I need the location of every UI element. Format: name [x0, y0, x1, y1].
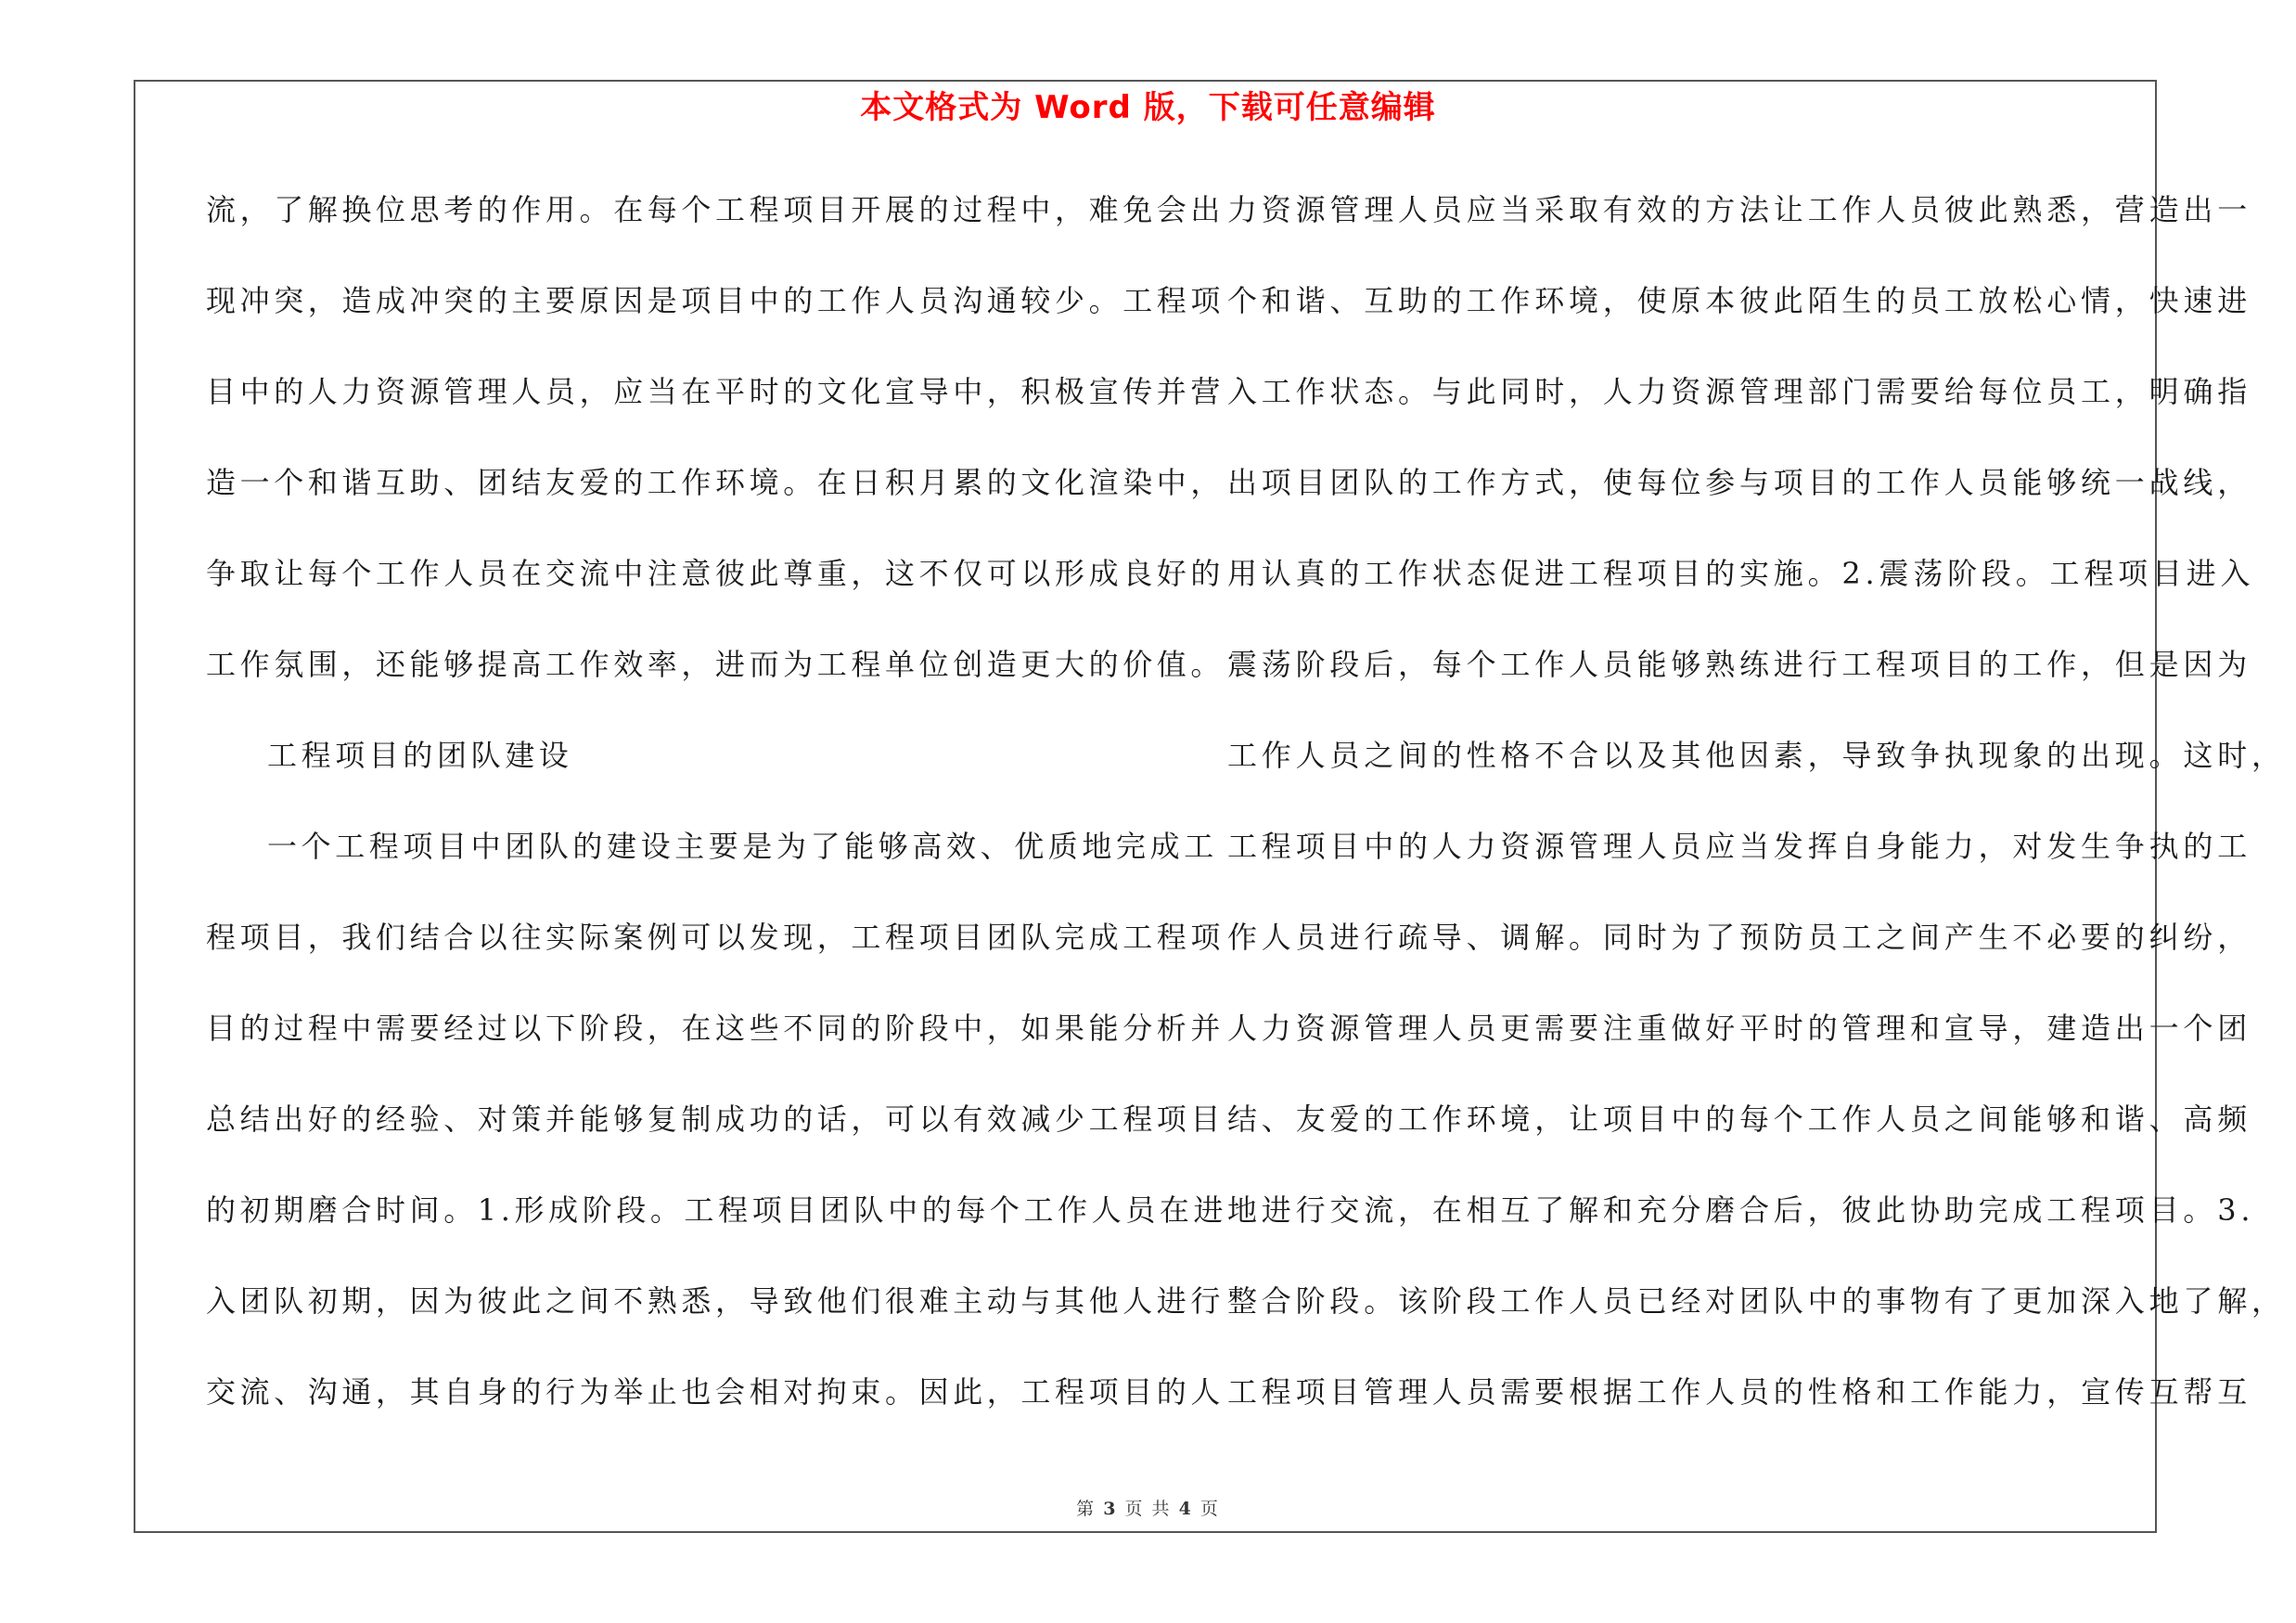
text-line: 用认真的工作状态促进工程项目的实施。2.震荡阶段。工程项目进入 [1227, 556, 2255, 591]
text-line: 出项目团队的工作方式，使每位参与项目的工作人员能够统一战线， [1227, 465, 2252, 500]
text-line: 交流、沟通，其自身的行为举止也会相对拘束。因此，工程项目的人 [206, 1374, 1225, 1410]
text-line: 工程项目管理人员需要根据工作人员的性格和工作能力，宣传互帮互 [1227, 1374, 2252, 1410]
text-line: 工作氛围，还能够提高工作效率，进而为工程单位创造更大的价值。 [206, 647, 1225, 682]
page-number-footer [0, 1495, 2296, 1520]
text-line: 力资源管理人员应当采取有效的方法让工作人员彼此熟悉，营造出一 [1227, 192, 2252, 227]
text-line: 工作人员之间的性格不合以及其他因素，导致争执现象的出现。这时， [1227, 738, 2286, 773]
text-line: 作人员进行疏导、调解。同时为了预防员工之间产生不必要的纠纷， [1227, 920, 2252, 955]
total-page-count: 4 [1178, 1499, 1193, 1519]
text-line: 结、友爱的工作环境，让项目中的每个工作人员之间能够和谐、高频 [1227, 1101, 2252, 1137]
text-line: 人力资源管理人员更需要注重做好平时的管理和宣导，建造出一个团 [1227, 1011, 2252, 1046]
text-line: 震荡阶段后，每个工作人员能够熟练进行工程项目的工作，但是因为 [1227, 647, 2252, 682]
text-line: 争取让每个工作人员在交流中注意彼此尊重，这不仅可以形成良好的 [206, 556, 1225, 591]
text-line: 程项目，我们结合以往实际案例可以发现，工程项目团队完成工程项 [206, 920, 1225, 955]
text-line: 造一个和谐互助、团结友爱的工作环境。在日积月累的文化渲染中， [206, 465, 1225, 500]
text-line: 目中的人力资源管理人员，应当在平时的文化宣导中，积极宣传并营 [206, 374, 1225, 409]
text-line: 总结出好的经验、对策并能够复制成功的话，可以有效减少工程项目 [206, 1101, 1225, 1137]
footer-suffix: 页 [1199, 1499, 1220, 1519]
text-line: 的初期磨合时间。1.形成阶段。工程项目团队中的每个工作人员在进 [206, 1192, 1228, 1228]
text-line: 流，了解换位思考的作用。在每个工程项目开展的过程中，难免会出 [206, 192, 1225, 227]
text-line: 一个工程项目中团队的建设主要是为了能够高效、优质地完成工 [267, 829, 1218, 864]
left-text-column [206, 185, 1228, 1458]
text-line: 目的过程中需要经过以下阶段，在这些不同的阶段中，如果能分析并 [206, 1011, 1225, 1046]
text-line: 入团队初期，因为彼此之间不熟悉，导致他们很难主动与其他人进行 [206, 1283, 1225, 1319]
footer-middle: 页 共 [1124, 1499, 1172, 1519]
text-line: 整合阶段。该阶段工作人员已经对团队中的事物有了更加深入地了解， [1227, 1283, 2286, 1319]
text-line: 现冲突，造成冲突的主要原因是项目中的工作人员沟通较少。工程项 [206, 283, 1225, 318]
format-notice-banner: 本文格式为 Word 版，下载可任意编辑 [860, 89, 1436, 126]
text-line: 个和谐、互助的工作环境，使原本彼此陌生的员工放松心情，快速进 [1227, 283, 2252, 318]
section-heading: 工程项目的团队建设 [267, 738, 573, 773]
footer-prefix: 第 [1076, 1499, 1097, 1519]
text-line: 入工作状态。与此同时，人力资源管理部门需要给每位员工，明确指 [1227, 374, 2252, 409]
current-page-number: 3 [1103, 1499, 1118, 1519]
text-line: 工程项目中的人力资源管理人员应当发挥自身能力，对发生争执的工 [1227, 829, 2252, 864]
text-line: 地进行交流，在相互了解和充分磨合后，彼此协助完成工程项目。3. [1227, 1192, 2255, 1228]
right-text-column [1227, 185, 2286, 1458]
